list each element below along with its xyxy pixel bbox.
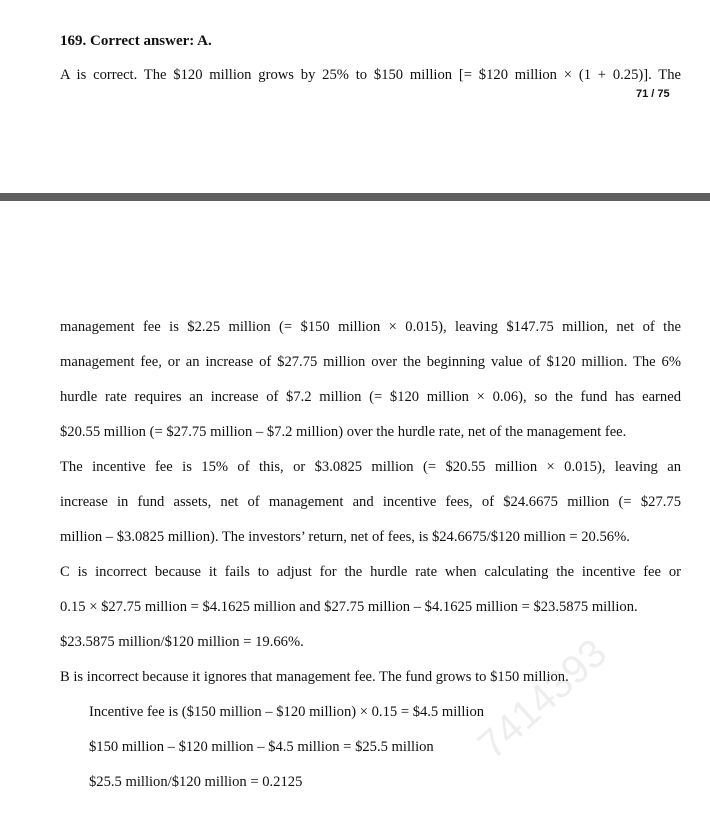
paragraph-line: management fee, or an increase of $27.75 million over the beginning value of $120 million. The 6%	[60, 354, 681, 370]
paragraph-line: increase in fund assets, net of management and incentive fees, of $24.6675 million (= $27.75	[60, 494, 681, 510]
paragraph-line: million – $3.0825 million). The investors’ return, net of fees, is $24.6675/$120 million = 20.56%.	[60, 529, 630, 545]
paragraph-line: A is correct. The $120 million grows by 25% to $150 million [= $120 million × (1 + 0.25)]. The	[60, 67, 681, 83]
paragraph-line: hurdle rate requires an increase of $7.2 million (= $120 million × 0.06), so the fund has earned	[60, 389, 681, 405]
paragraph-line: management fee is $2.25 million (= $150 million × 0.015), leaving $147.75 million, net of the	[60, 319, 681, 335]
calculation-line: Incentive fee is ($150 million – $120 million) × 0.15 = $4.5 million	[89, 704, 485, 720]
paragraph-line: 0.15 × $27.75 million = $4.1625 million and $27.75 million – $4.1625 million = $23.5875 million.	[60, 599, 638, 615]
paragraph-line: C is incorrect because it fails to adjust for the hurdle rate when calculating the incentive fee or	[60, 564, 681, 580]
page-divider	[0, 193, 710, 201]
paragraph-line: $23.5875 million/$120 million = 19.66%.	[60, 634, 304, 650]
watermark: 7414393	[470, 630, 616, 768]
calculation-line: $150 million – $120 million – $4.5 million = $25.5 million	[89, 739, 434, 755]
paragraph-line: B is incorrect because it ignores that management fee. The fund grows to $150 million.	[60, 669, 569, 685]
page-number: 71 / 75	[636, 88, 670, 100]
answer-heading: 169. Correct answer: A.	[60, 33, 212, 49]
paragraph-line: The incentive fee is 15% of this, or $3.0825 million (= $20.55 million × 0.015), leaving an	[60, 459, 681, 475]
calculation-line: $25.5 million/$120 million = 0.2125	[89, 774, 303, 790]
top-page	[0, 0, 710, 193]
paragraph-line: $20.55 million (= $27.75 million – $7.2 million) over the hurdle rate, net of the management fee.	[60, 424, 627, 440]
